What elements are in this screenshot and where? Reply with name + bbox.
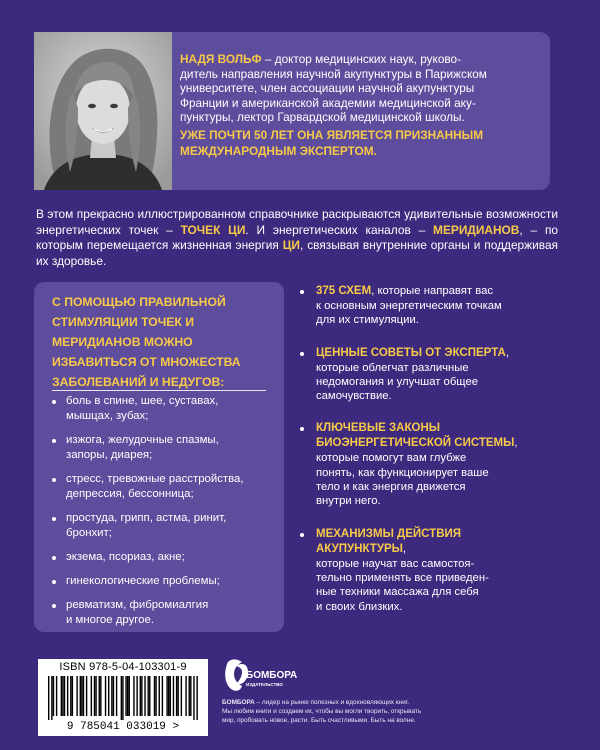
author-photo (34, 32, 172, 190)
barcode-bar (129, 676, 130, 716)
feature-key-laws: КЛЮЧЕВЫЕ ЗАКОНЫ БИОЭНЕРГЕТИЧЕСКОЙ СИСТЕМЫ, которые помогут вам глубже понять, как функционирует ваше тело и как энергия движется внутри него. (290, 421, 560, 508)
author-bio-line: НАДЯ ВОЛЬФ – доктор медицинских наук, руково- (180, 52, 462, 66)
barcode-digits: 9 785041 033019 > (66, 721, 180, 733)
barcode-bar (193, 676, 194, 720)
barcode-bar (177, 676, 178, 716)
barcode-bar (48, 676, 49, 720)
feature-mechanisms: МЕХАНИЗМЫ ДЕЙСТВИЯ АКУПУНКТУРЫ, которые научат вас самостоя- тельно применять все приведен- ные техники массажа для себя и своих близких. (290, 527, 560, 614)
barcode-bars (48, 676, 198, 720)
barcode-bar (111, 676, 112, 716)
barcode-bar (94, 676, 95, 716)
barcode-bar (170, 676, 171, 716)
barcode-bar (144, 676, 145, 716)
barcode-bar (61, 676, 62, 716)
barcode-bar (56, 676, 57, 716)
list-item: простуда, грипп, астма, ринит, бронхит; (52, 511, 278, 541)
barcode-bar (141, 676, 142, 716)
features-list (290, 284, 560, 632)
barcode-bar (91, 676, 92, 716)
divider (52, 390, 266, 391)
barcode-bar (121, 676, 122, 720)
term-chi: ЦИ (282, 238, 300, 253)
author-bio-line: Франции и американской академии медицинской аку- (180, 95, 476, 110)
publisher-logo (222, 656, 298, 696)
barcode-bar (83, 676, 84, 716)
author-highlight-line: МЕЖДУНАРОДНЫМ ЭКСПЕРТОМ. (180, 143, 377, 158)
barcode-bar (155, 676, 156, 716)
isbn-label: ISBN 978-5-04-103301-9 (59, 661, 187, 673)
barcode-bar (133, 676, 134, 716)
barcode-bar (181, 676, 182, 716)
barcode-bar (113, 676, 114, 716)
list-item: экзема, псориаз, акне; (52, 550, 278, 565)
list-item: стресс, тревожные расстройства, депрессия, бессонница; (52, 472, 278, 502)
barcode-bar (70, 676, 71, 716)
barcode-bar (108, 676, 109, 716)
author-bio (180, 52, 540, 159)
author-portrait-image (34, 32, 172, 190)
barcode-bar (162, 676, 163, 716)
barcode-bar (189, 676, 190, 716)
barcode-bar (86, 676, 87, 716)
barcode-bar (173, 676, 174, 716)
barcode-bar (76, 676, 77, 716)
barcode-bar (62, 676, 63, 716)
list-item: ревматизм, фибромиалгия и многое другое. (52, 598, 278, 628)
term-meridians: МЕРИДИАНОВ (433, 222, 520, 237)
barcode-bar (136, 676, 137, 716)
author-highlight (180, 127, 540, 159)
list-item: гинекологические проблемы; (52, 574, 278, 589)
author-panel (34, 32, 550, 190)
barcode-bar (125, 676, 126, 716)
barcode-bar (80, 676, 81, 716)
author-highlight-line: УЖЕ ПОЧТИ 50 ЛЕТ ОНА ЯВЛЯЕТСЯ ПРИЗНАННЫМ (180, 127, 484, 142)
barcode-bar (154, 676, 155, 716)
feature-schemes: 375 СХЕМ, которые направят вас к основным энергетическим точкам для их стимуляции. (290, 284, 560, 328)
barcode-bar (122, 676, 123, 720)
barcode-bar (64, 676, 65, 716)
barcode-bar (185, 676, 186, 716)
barcode-bar (100, 676, 101, 716)
barcode-bar (105, 676, 106, 716)
barcode-bar (196, 676, 197, 720)
publisher-tagline: БОМБОРА – лидер на рынке полезных и вдохновляющих книг. Мы любим книги и создаем их, чтобы вы могли творить, открывать мир, пробовать новое, расти. Быть счастливыми. Быть на волне. (222, 699, 422, 724)
barcode-bar (81, 676, 82, 716)
svg-text:ИЗДАТЕЛЬСТВО: ИЗДАТЕЛЬСТВО (246, 682, 283, 687)
barcode-bar (147, 676, 148, 716)
conditions-panel (34, 282, 284, 632)
list-item: боль в спине, шее, суставах, мышцах, зубах; (52, 394, 278, 424)
author-bio-line: университете, член ассоциации научной акупунктуры (180, 81, 475, 96)
barcode-bar (116, 676, 117, 716)
barcode-bar (72, 676, 73, 716)
svg-text:БОМБОРА: БОМБОРА (246, 670, 298, 681)
bombora-logo-icon (222, 656, 298, 696)
barcode-bar (159, 676, 160, 716)
barcode-bar (95, 676, 96, 716)
conditions-list (52, 394, 278, 637)
barcode-bar (127, 676, 128, 716)
barcode-bar (149, 676, 150, 716)
author-name: НАДЯ ВОЛЬФ (180, 52, 262, 66)
barcode-bar (140, 676, 141, 716)
barcode-bar (176, 676, 177, 716)
author-bio-line: пунктуры, лектор Гарвардской медицинской школы. (180, 110, 465, 125)
feature-expert-tips: ЦЕННЫЕ СОВЕТЫ ОТ ЭКСПЕРТА, которые облегчат различные недомогания и улучшат общее самочувствие. (290, 346, 560, 404)
barcode-bar (67, 676, 68, 716)
intro-paragraph: В этом прекрасно иллюстрированном справочнике раскрываются удивительные возможности энергетических точек – ТОЧЕК ЦИ. И энергетических каналов – МЕРИДИАНОВ, – по которым перемещается жизненная энергия ЦИ, связывая внутренние органы и поддерживая их здоровье. (36, 207, 559, 268)
list-item: изжога, желудочные спазмы, запоры, диарея; (52, 433, 278, 463)
author-bio-line: дитель направления научной акупунктуры в Парижском (180, 66, 487, 81)
barcode (38, 659, 208, 736)
conditions-heading: С ПОМОЩЬЮ ПРАВИЛЬНОЙ СТИМУЛЯЦИИ ТОЧЕК И МЕРИДИАНОВ МОЖНО ИЗБАВИТЬСЯ ОТ МНОЖЕСТВА ЗАБОЛЕВАНИЙ И НЕДУГОВ: (52, 295, 241, 389)
barcode-bar (168, 676, 169, 716)
barcode-bar (99, 676, 100, 716)
barcode-bar (166, 676, 167, 716)
barcode-bar (190, 676, 191, 716)
barcode-bar (53, 676, 54, 716)
barcode-bar (51, 676, 52, 720)
term-chi-points: ТОЧЕК ЦИ (180, 222, 246, 237)
